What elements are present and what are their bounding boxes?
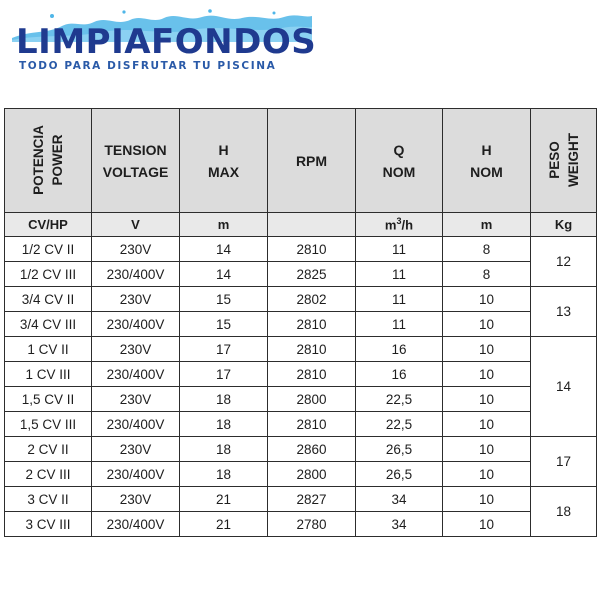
cell-hmax: 21 (180, 487, 268, 512)
cell-qnom: 11 (356, 287, 443, 312)
unit-hmax: m (180, 213, 268, 237)
cell-qnom: 34 (356, 487, 443, 512)
header-power: POTENCIA POWER (5, 109, 92, 213)
cell-weight: 17 (531, 437, 597, 487)
header-weight: PESO WEIGHT (531, 109, 597, 213)
unit-qnom: $m^3/h$ (356, 213, 443, 237)
cell-qnom: 34 (356, 512, 443, 537)
cell-hmax: 17 (180, 362, 268, 387)
cell-qnom: 26,5 (356, 437, 443, 462)
unit-rpm (268, 213, 356, 237)
cell-rpm: 2825 (268, 262, 356, 287)
cell-hnom: 10 (443, 437, 531, 462)
cell-rpm: 2800 (268, 462, 356, 487)
header-hnom: H NOM (443, 109, 531, 213)
cell-hnom: 10 (443, 312, 531, 337)
cell-rpm: 2810 (268, 337, 356, 362)
cell-qnom: 11 (356, 262, 443, 287)
cell-weight: 12 (531, 237, 597, 287)
table-row (5, 462, 597, 487)
cell-weight: 13 (531, 287, 597, 337)
cell-qnom: 26,5 (356, 462, 443, 487)
table-row (5, 487, 597, 512)
cell-tension: 230V (92, 237, 180, 262)
cell-tension: 230/400V (92, 462, 180, 487)
cell-tension: 230/400V (92, 412, 180, 437)
cell-hnom: 8 (443, 237, 531, 262)
cell-hnom: 10 (443, 387, 531, 412)
cell-hmax: 18 (180, 462, 268, 487)
cell-hnom: 8 (443, 262, 531, 287)
cell-hnom: 10 (443, 462, 531, 487)
cell-power: 3 CV II (5, 487, 92, 512)
cell-hnom: 10 (443, 337, 531, 362)
cell-rpm: 2780 (268, 512, 356, 537)
brand-name: LIMPIAFONDOS (16, 22, 317, 62)
cell-power: 2 CV II (5, 437, 92, 462)
table-row (5, 412, 597, 437)
cell-tension: 230/400V (92, 312, 180, 337)
header-row (5, 109, 597, 213)
cell-qnom: 22,5 (356, 387, 443, 412)
cell-tension: 230V (92, 437, 180, 462)
cell-qnom: 16 (356, 337, 443, 362)
cell-power: 2 CV III (5, 462, 92, 487)
cell-qnom: 11 (356, 312, 443, 337)
cell-hmax: 14 (180, 237, 268, 262)
cell-power: 1 CV II (5, 337, 92, 362)
cell-rpm: 2827 (268, 487, 356, 512)
spec-table-body (5, 237, 597, 537)
cell-hmax: 21 (180, 512, 268, 537)
table-row (5, 337, 597, 362)
cell-qnom: 22,5 (356, 412, 443, 437)
cell-hmax: 15 (180, 287, 268, 312)
cell-tension: 230/400V (92, 512, 180, 537)
table-row (5, 262, 597, 287)
cell-tension: 230V (92, 487, 180, 512)
table-row (5, 287, 597, 312)
table-row (5, 387, 597, 412)
table-row (5, 237, 597, 262)
cell-rpm: 2810 (268, 362, 356, 387)
cell-hnom: 10 (443, 487, 531, 512)
cell-power: 3 CV III (5, 512, 92, 537)
cell-hnom: 10 (443, 362, 531, 387)
cell-hnom: 10 (443, 412, 531, 437)
cell-hnom: 10 (443, 287, 531, 312)
cell-qnom: 11 (356, 237, 443, 262)
pump-spec-table (4, 108, 597, 537)
cell-hmax: 18 (180, 412, 268, 437)
unit-hnom: m (443, 213, 531, 237)
cell-rpm: 2860 (268, 437, 356, 462)
cell-hmax: 14 (180, 262, 268, 287)
cell-rpm: 2810 (268, 412, 356, 437)
cell-power: 1,5 CV III (5, 412, 92, 437)
cell-power: 1 CV III (5, 362, 92, 387)
unit-weight: Kg (531, 213, 597, 237)
cell-hmax: 17 (180, 337, 268, 362)
cell-hmax: 18 (180, 387, 268, 412)
unit-power: CV/HP (5, 213, 92, 237)
header-qnom: Q NOM (356, 109, 443, 213)
table-row (5, 437, 597, 462)
cell-power: 1,5 CV II (5, 387, 92, 412)
cell-hmax: 15 (180, 312, 268, 337)
table-row (5, 512, 597, 537)
cell-tension: 230V (92, 337, 180, 362)
table-row (5, 312, 597, 337)
cell-hmax: 18 (180, 437, 268, 462)
cell-rpm: 2810 (268, 237, 356, 262)
cell-tension: 230V (92, 387, 180, 412)
table-row (5, 362, 597, 387)
brand-tagline: TODO PARA DISFRUTAR TU PISCINA (19, 60, 277, 72)
cell-tension: 230/400V (92, 362, 180, 387)
cell-power: 3/4 CV II (5, 287, 92, 312)
cell-tension: 230/400V (92, 262, 180, 287)
header-hmax: H MAX (180, 109, 268, 213)
units-row (5, 213, 597, 237)
brand-logo (0, 0, 600, 80)
cell-rpm: 2810 (268, 312, 356, 337)
cell-power: 3/4 CV III (5, 312, 92, 337)
cell-rpm: 2802 (268, 287, 356, 312)
cell-tension: 230V (92, 287, 180, 312)
unit-tension: V (92, 213, 180, 237)
cell-hnom: 10 (443, 512, 531, 537)
cell-weight: 18 (531, 487, 597, 537)
cell-weight: 14 (531, 337, 597, 437)
header-rpm: RPM (268, 109, 356, 213)
header-tension: TENSION VOLTAGE (92, 109, 180, 213)
cell-rpm: 2800 (268, 387, 356, 412)
cell-power: 1/2 CV III (5, 262, 92, 287)
cell-power: 1/2 CV II (5, 237, 92, 262)
cell-qnom: 16 (356, 362, 443, 387)
